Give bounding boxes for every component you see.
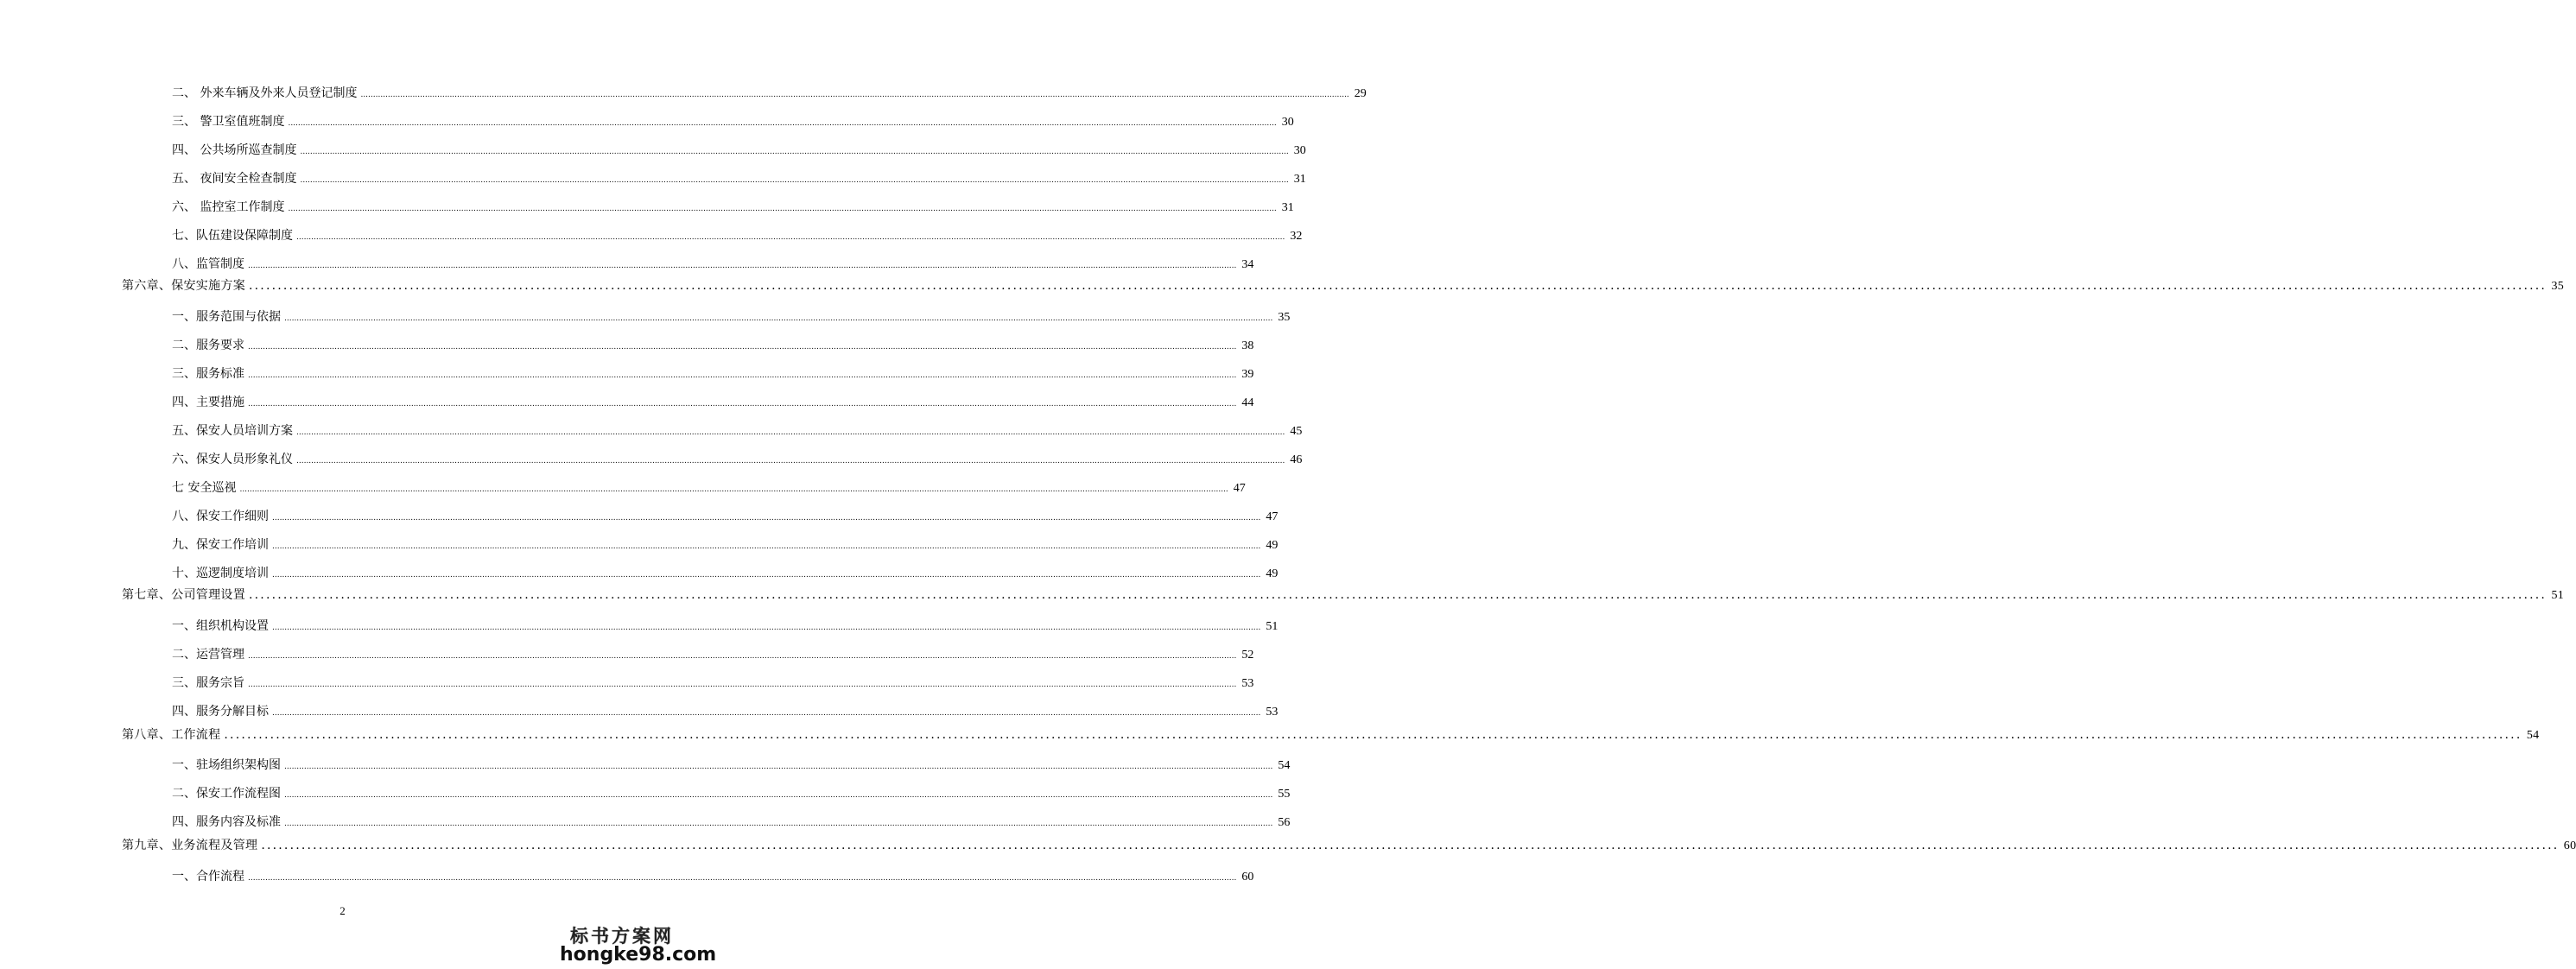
toc-page-number: 53 [1266,706,1278,719]
toc-page-number: 49 [1266,567,1278,580]
toc-entry[interactable] [172,537,1278,554]
toc-entry-title: 二、服务要求 [172,339,244,352]
toc-dot-leader: ................................................................................................................................................................................................................................................................................................................................................................................................................ [272,542,1261,551]
toc-entry[interactable] [172,228,1303,245]
toc-page-number: 55 [1278,788,1291,801]
toc-entry[interactable] [172,509,1278,526]
toc-dot-leader: ................................................................................................................................................................................................................................................................................................................................................................................................................ [300,176,1289,185]
toc-dot-leader: ................................................................................................................................................................................................................................................................................................................................................................................................................ [284,820,1273,828]
toc-entry[interactable] [172,814,1291,832]
toc-dot-leader: ................................................................................................................................................................................................................................................................................................................................................................................................................ [272,624,1261,632]
toc-dot-leader: ................................................................................................................................................................................................................................................................................................................................................................................................................ [272,571,1261,580]
watermark-site: hongke98.com [560,944,717,966]
toc-page-number: 54 [2526,729,2540,742]
toc-page-number: 30 [1293,144,1306,157]
toc-page-number: 53 [1241,677,1254,690]
toc-page-number: 31 [1293,173,1306,186]
toc-entry-title: 八、监管制度 [172,257,244,271]
toc-entry[interactable] [172,480,1246,497]
toc-chapter-entry[interactable] [122,587,2565,604]
toc-entry-title: 一、驻场组织架构图 [172,758,281,772]
toc-entry-title: 三、 警卫室值班制度 [172,115,285,129]
toc-entry[interactable] [172,256,1254,274]
toc-entry[interactable] [172,200,1294,217]
toc-page-number: 54 [1278,759,1291,772]
toc-entry-title: 四、服务内容及标准 [172,815,281,829]
toc-dot-leader: ................................................................................................................................................................................................................................................................................................................................................................................................................ [296,457,1285,466]
toc-page-number: 60 [2563,839,2576,852]
toc-entry[interactable] [172,423,1303,440]
toc-dot-leader: ................................................................................................................................................................................................................................................................................................................................................................................................................ [249,588,2547,602]
toc-entry[interactable] [172,366,1254,383]
toc-chapter-entry[interactable] [122,278,2565,294]
toc-page-number: 51 [1266,620,1278,633]
toc-entry[interactable] [172,452,1303,469]
toc-entry-title: 一、组织机构设置 [172,619,269,633]
toc-entry[interactable] [172,869,1254,886]
toc-entry-title: 四、主要措施 [172,396,244,409]
toc-dot-leader: ................................................................................................................................................................................................................................................................................................................................................................................................................ [284,763,1273,771]
toc-dot-leader: ................................................................................................................................................................................................................................................................................................................................................................................................................ [248,874,1237,883]
toc-entry[interactable] [172,618,1278,636]
toc-dot-leader: ................................................................................................................................................................................................................................................................................................................................................................................................................ [272,709,1261,718]
toc-dot-leader: ................................................................................................................................................................................................................................................................................................................................................................................................................ [249,279,2547,293]
toc-dot-leader: ................................................................................................................................................................................................................................................................................................................................................................................................................ [248,262,1237,270]
toc-page-number: 52 [1241,649,1254,662]
toc-dot-leader: ................................................................................................................................................................................................................................................................................................................................................................................................................ [272,514,1261,522]
toc-page-number: 29 [1354,87,1367,100]
toc-page-number: 45 [1290,425,1303,438]
toc-entry[interactable] [172,786,1291,803]
toc-entry-title: 第九章、业务流程及管理 [122,839,258,852]
toc-dot-leader: ................................................................................................................................................................................................................................................................................................................................................................................................................ [296,233,1285,242]
toc-dot-leader: ................................................................................................................................................................................................................................................................................................................................................................................................................ [261,839,2560,852]
toc-dot-leader: ................................................................................................................................................................................................................................................................................................................................................................................................................ [248,400,1237,408]
toc-page-number: 30 [1281,116,1294,129]
toc-entry-title: 一、合作流程 [172,870,244,884]
toc-page-number: 38 [1241,339,1254,352]
toc-entry-title: 九、保安工作培训 [172,538,269,552]
toc-dot-leader: ................................................................................................................................................................................................................................................................................................................................................................................................................ [284,314,1273,323]
toc-entry[interactable] [172,757,1291,775]
toc-entry[interactable] [172,675,1254,693]
toc-entry-title: 第七章、公司管理设置 [122,588,245,602]
toc-chapter-entry[interactable] [122,727,2540,744]
toc-entry-title: 四、 公共场所巡查制度 [172,143,297,157]
toc-dot-leader: ................................................................................................................................................................................................................................................................................................................................................................................................................ [239,485,1228,494]
toc-dot-leader: ................................................................................................................................................................................................................................................................................................................................................................................................................ [248,652,1237,661]
toc-entry[interactable] [172,704,1278,721]
toc-entry-title: 二、 外来车辆及外来人员登记制度 [172,86,358,100]
toc-entry-title: 三、服务标准 [172,367,244,381]
toc-dot-leader: ................................................................................................................................................................................................................................................................................................................................................................................................................ [300,148,1289,156]
toc-page-number: 32 [1290,230,1303,243]
toc-entry[interactable] [172,566,1278,583]
toc-entry-title: 五、保安人员培训方案 [172,424,293,438]
toc-entry-title: 第八章、工作流程 [122,728,221,742]
toc-entry-title: 六、 监控室工作制度 [172,200,285,214]
toc-entry-title: 一、服务范围与依据 [172,310,281,324]
toc-page-number: 31 [1281,201,1294,214]
toc-page-number: 35 [1278,311,1291,324]
toc-entry[interactable] [172,86,1367,103]
toc-entry-title: 二、保安工作流程图 [172,787,281,801]
toc-dot-leader: ................................................................................................................................................................................................................................................................................................................................................................................................................ [248,371,1237,380]
watermark-title: 标书方案网 [570,926,674,947]
toc-page-number: 44 [1241,396,1254,409]
toc-entry-title: 四、服务分解目标 [172,705,269,719]
toc-dot-leader: ................................................................................................................................................................................................................................................................................................................................................................................................................ [284,791,1273,800]
toc-entry-title: 六、保安人员形象礼仪 [172,453,293,466]
toc-page-number: 51 [2551,589,2565,602]
toc-page-number: 46 [1290,453,1303,466]
toc-chapter-entry[interactable] [122,838,2576,854]
toc-entry-title: 十、巡逻制度培训 [172,567,269,580]
toc-dot-leader: ................................................................................................................................................................................................................................................................................................................................................................................................................ [296,428,1285,437]
toc-entry-title: 七、队伍建设保障制度 [172,229,293,243]
toc-dot-leader: ................................................................................................................................................................................................................................................................................................................................................................................................................ [288,119,1277,128]
toc-dot-leader: ................................................................................................................................................................................................................................................................................................................................................................................................................ [360,91,1349,99]
page-number: 2 [339,904,346,917]
toc-page-number: 47 [1233,482,1246,495]
toc-entry[interactable] [172,309,1291,326]
toc-page-number: 49 [1266,539,1278,552]
toc-page-number: 60 [1241,871,1254,884]
toc-entry-title: 二、运营管理 [172,648,244,662]
toc-dot-leader: ................................................................................................................................................................................................................................................................................................................................................................................................................ [288,205,1277,213]
toc-entry-title: 第六章、保安实施方案 [122,279,245,293]
toc-entry[interactable] [172,338,1254,355]
toc-entry-title: 三、服务宗旨 [172,676,244,690]
toc-entry[interactable] [172,142,1306,160]
toc-page-number: 56 [1278,816,1291,829]
toc-page-number: 35 [2551,280,2565,293]
toc-dot-leader: ................................................................................................................................................................................................................................................................................................................................................................................................................ [224,728,2522,742]
toc-page-number: 47 [1266,510,1278,523]
toc-entry[interactable] [172,647,1254,664]
toc-page-number: 34 [1241,258,1254,271]
toc-entry-title: 八、保安工作细则 [172,510,269,523]
toc-entry[interactable] [172,395,1254,412]
toc-dot-leader: ................................................................................................................................................................................................................................................................................................................................................................................................................ [248,681,1237,689]
toc-entry-title: 五、 夜间安全检查制度 [172,172,297,186]
toc-entry[interactable] [172,114,1294,131]
watermark-logo [560,922,717,967]
toc-dot-leader: ................................................................................................................................................................................................................................................................................................................................................................................................................ [248,343,1237,352]
toc-entry[interactable] [172,171,1306,188]
toc-page-number: 39 [1241,368,1254,381]
toc-entry-title: 七 安全巡视 [172,481,237,495]
